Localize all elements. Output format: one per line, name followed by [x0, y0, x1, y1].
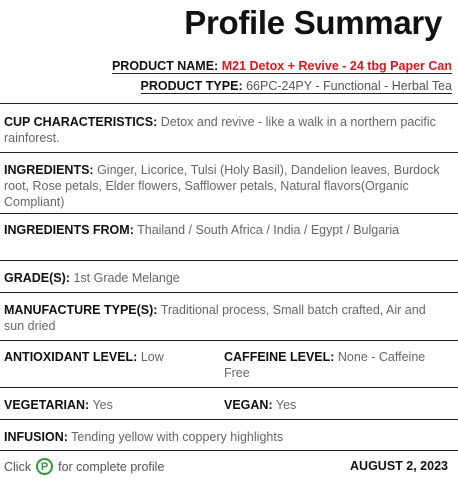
complete-profile-link [4, 458, 164, 475]
infusion [4, 429, 448, 445]
grades-label: GRADE(S): [4, 271, 70, 285]
vegetarian-value: Yes [92, 398, 113, 412]
page-title: Profile Summary [184, 4, 442, 41]
vegetarian [4, 397, 218, 413]
ingredients-value: Ginger, Licorice, Tulsi (Holy Basil), Dandelion leaves, Burdock root, Rose petals, Elder flowers, Safflower petals, Natural flavors(Organic Compliant) [4, 163, 440, 209]
manufacture-types-value: Traditional process, Small batch crafted, Air and sun dried [4, 303, 426, 333]
product-name-line [112, 59, 452, 74]
antioxidant-level [4, 349, 218, 365]
cup-characteristics-label: CUP CHARACTERISTICS: [4, 115, 158, 129]
vegan [224, 397, 448, 413]
antioxidant-level-label: ANTIOXIDANT LEVEL: [4, 350, 138, 364]
cup-characteristics-value: Detox and revive - like a walk in a northern pacific rainforest. [4, 115, 436, 145]
product-name-value: M21 Detox + Revive - 24 tbg Paper Can [221, 59, 452, 73]
caffeine-level-value: None - Caffeine Free [224, 350, 426, 380]
product-name-label: PRODUCT NAME: [111, 59, 219, 73]
caffeine-level-label: CAFFEINE LEVEL: [224, 350, 335, 364]
profile-text: for complete profile [58, 459, 165, 474]
manufacture-types [4, 302, 448, 334]
product-type-label: PRODUCT TYPE: [140, 79, 243, 93]
grades [4, 270, 448, 286]
infusion-value: Tending yellow with coppery highlights [71, 430, 284, 444]
product-type-line [141, 79, 452, 94]
divider [0, 450, 458, 451]
divider [0, 260, 458, 261]
product-type-value: 66PC-24PY - Functional - Herbal Tea [246, 79, 452, 93]
profile-p-icon[interactable]: P [36, 458, 53, 475]
divider [0, 292, 458, 293]
ingredients-label: INGREDIENTS: [4, 163, 94, 177]
divider [0, 419, 458, 420]
ingredients [4, 162, 448, 210]
ingredients-from [4, 222, 448, 238]
divider [0, 103, 458, 104]
vegan-value: Yes [275, 398, 297, 412]
manufacture-types-label: MANUFACTURE TYPE(S): [4, 303, 158, 317]
divider [0, 213, 458, 214]
infusion-label: INFUSION: [4, 430, 68, 444]
grades-value: 1st Grade Melange [73, 271, 180, 285]
profile-date: AUGUST 2, 2023 [350, 459, 448, 473]
ingredients-from-value: Thailand / South Africa / India / Egypt / Bulgaria [137, 223, 400, 237]
ingredients-from-label: INGREDIENTS FROM: [4, 223, 134, 237]
cup-characteristics [4, 114, 448, 146]
divider [0, 152, 458, 153]
vegan-label: VEGAN: [224, 398, 273, 412]
vegetarian-label: VEGETARIAN: [4, 398, 90, 412]
divider [0, 387, 458, 388]
divider [0, 340, 458, 341]
caffeine-level [224, 349, 448, 381]
click-text: Click [4, 459, 32, 474]
antioxidant-level-value: Low [140, 350, 164, 364]
